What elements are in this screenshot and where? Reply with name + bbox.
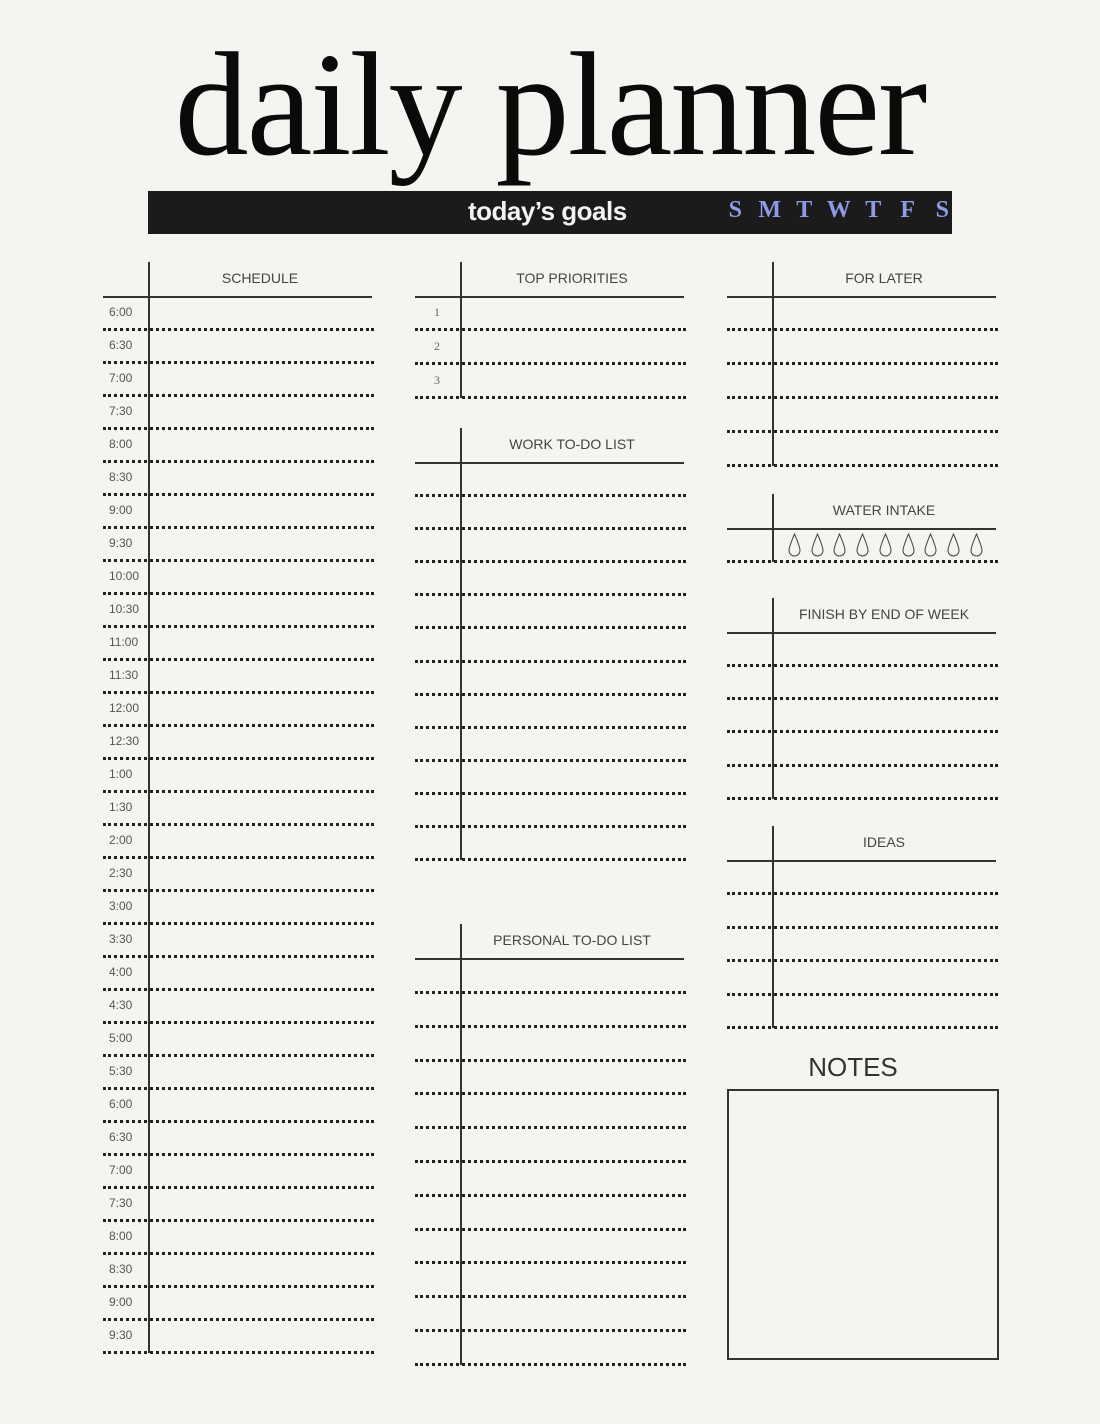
water-drop-icon[interactable]	[902, 533, 915, 553]
entry-line[interactable]	[103, 988, 374, 991]
section-label: FOR LATER	[845, 270, 923, 286]
section-label: WATER INTAKE	[832, 502, 936, 518]
day-thursday[interactable]: T	[865, 197, 882, 223]
entry-line[interactable]	[727, 764, 998, 767]
entry-line[interactable]	[103, 1120, 374, 1123]
time-label: 1:30	[109, 800, 133, 814]
water-drop-icon[interactable]	[833, 533, 846, 553]
entry-line[interactable]	[415, 396, 686, 399]
entry-line[interactable]	[727, 430, 998, 433]
day-friday[interactable]: F	[900, 197, 916, 223]
goals-banner	[148, 191, 952, 234]
time-label: 2:30	[109, 866, 133, 880]
time-label: 11:00	[109, 635, 139, 649]
header-rule	[415, 296, 684, 298]
time-label: 12:30	[109, 734, 140, 748]
entry-line[interactable]	[415, 527, 686, 530]
entry-line[interactable]	[103, 493, 374, 496]
entry-line[interactable]	[727, 328, 998, 331]
todays-goals-label: today’s goals	[468, 196, 627, 226]
entry-line[interactable]	[103, 790, 374, 793]
entry-line[interactable]	[103, 1351, 374, 1354]
entry-line[interactable]	[415, 1363, 686, 1366]
entry-line[interactable]	[103, 955, 374, 958]
priority-number: 2	[434, 339, 440, 353]
day-sunday[interactable]: S	[728, 197, 742, 223]
water-drop-icon[interactable]	[879, 533, 892, 553]
notes-label: NOTES	[808, 1052, 898, 1082]
entry-line[interactable]	[415, 1025, 686, 1028]
time-label: 9:30	[109, 536, 133, 550]
section-label: SCHEDULE	[221, 270, 299, 286]
time-label: 11:30	[109, 668, 139, 682]
entry-line[interactable]	[415, 792, 686, 795]
entry-line[interactable]	[727, 993, 998, 996]
entry-line[interactable]	[103, 592, 374, 595]
section-label: PERSONAL TO-DO LIST	[493, 932, 651, 948]
entry-line[interactable]	[727, 664, 998, 667]
day-tuesday[interactable]: T	[796, 197, 813, 223]
time-label: 8:00	[109, 1229, 133, 1243]
water-drop-icon[interactable]	[924, 533, 937, 553]
entry-line[interactable]	[415, 626, 686, 629]
time-label: 8:30	[109, 1262, 133, 1276]
day-saturday[interactable]: S	[935, 197, 949, 223]
entry-line[interactable]	[415, 1160, 686, 1163]
entry-line[interactable]	[415, 1059, 686, 1062]
entry-line[interactable]	[103, 1285, 374, 1288]
header-rule	[415, 462, 684, 464]
time-label: 5:00	[109, 1031, 133, 1045]
entry-line[interactable]	[727, 464, 998, 467]
time-label: 6:00	[109, 1097, 133, 1111]
entry-line[interactable]	[415, 1261, 686, 1264]
weekday-selector	[718, 197, 960, 224]
header-rule	[415, 958, 684, 960]
column-divider	[460, 428, 462, 860]
entry-line[interactable]	[415, 1295, 686, 1298]
time-label: 9:00	[109, 503, 133, 517]
entry-line[interactable]	[415, 991, 686, 994]
entry-line[interactable]	[415, 858, 686, 861]
time-label: 5:30	[109, 1064, 133, 1078]
entry-line[interactable]	[415, 1126, 686, 1129]
notes-box[interactable]	[727, 1089, 999, 1360]
time-label: 7:00	[109, 371, 133, 385]
entry-line[interactable]	[103, 1021, 374, 1024]
page-title: daily planner	[174, 23, 926, 187]
entry-line[interactable]	[103, 328, 374, 331]
header-rule	[103, 296, 372, 298]
header-rule	[727, 528, 996, 530]
section-label: WORK TO-DO LIST	[509, 436, 635, 452]
entry-line[interactable]	[103, 658, 374, 661]
entry-line[interactable]	[103, 691, 374, 694]
entry-line[interactable]	[103, 460, 374, 463]
entry-line[interactable]	[727, 396, 998, 399]
time-label: 7:30	[109, 404, 133, 418]
time-label: 1:00	[109, 767, 133, 781]
entry-line[interactable]	[103, 922, 374, 925]
priority-number: 1	[434, 305, 440, 319]
entry-line[interactable]	[103, 724, 374, 727]
entry-line[interactable]	[415, 1092, 686, 1095]
water-drop-icon[interactable]	[947, 533, 960, 553]
time-label: 7:30	[109, 1196, 133, 1210]
water-drop-icon[interactable]	[856, 533, 869, 553]
entry-line[interactable]	[415, 726, 686, 729]
water-drop-icon[interactable]	[970, 533, 983, 553]
time-label: 10:00	[109, 569, 140, 583]
entry-line[interactable]	[415, 328, 686, 331]
entry-line[interactable]	[415, 494, 686, 497]
time-label: 9:30	[109, 1328, 133, 1342]
entry-line[interactable]	[727, 697, 998, 700]
entry-line[interactable]	[415, 693, 686, 696]
entry-line[interactable]	[727, 926, 998, 929]
entry-line[interactable]	[415, 362, 686, 365]
time-label: 4:30	[109, 998, 133, 1012]
column-divider	[148, 262, 150, 1353]
entry-line[interactable]	[103, 757, 374, 760]
section-label: FINISH BY END OF WEEK	[798, 606, 970, 622]
entry-line[interactable]	[103, 625, 374, 628]
header-rule	[727, 632, 996, 634]
entry-line[interactable]	[727, 560, 998, 563]
time-label: 9:00	[109, 1295, 133, 1309]
entry-line[interactable]	[727, 892, 998, 895]
header-rule	[727, 860, 996, 862]
entry-line[interactable]	[103, 427, 374, 430]
entry-line[interactable]	[415, 1329, 686, 1332]
entry-line[interactable]	[103, 559, 374, 562]
section-label: TOP PRIORITIES	[516, 270, 628, 286]
entry-line[interactable]	[103, 889, 374, 892]
time-label: 3:00	[109, 899, 133, 913]
entry-line[interactable]	[103, 1054, 374, 1057]
entry-line[interactable]	[415, 1228, 686, 1231]
time-label: 6:00	[109, 305, 133, 319]
time-label: 6:30	[109, 338, 133, 352]
time-label: 6:30	[109, 1130, 133, 1144]
entry-line[interactable]	[103, 1318, 374, 1321]
section-label: IDEAS	[862, 834, 905, 850]
entry-line[interactable]	[415, 593, 686, 596]
entry-line[interactable]	[103, 1252, 374, 1255]
water-drop-icon[interactable]	[811, 533, 824, 553]
time-label: 4:00	[109, 965, 133, 979]
day-wednesday[interactable]: W	[826, 197, 851, 223]
entry-line[interactable]	[103, 394, 374, 397]
entry-line[interactable]	[103, 1186, 374, 1189]
entry-line[interactable]	[727, 797, 998, 800]
day-monday[interactable]: M	[758, 197, 782, 223]
entry-line[interactable]	[103, 1087, 374, 1090]
entry-line[interactable]	[103, 1153, 374, 1156]
header-rule	[727, 296, 996, 298]
entry-line[interactable]	[727, 1026, 998, 1029]
time-label: 12:00	[109, 701, 140, 715]
entry-line[interactable]	[103, 856, 374, 859]
priority-number: 3	[434, 373, 440, 387]
time-label: 8:30	[109, 470, 133, 484]
time-label: 10:30	[109, 602, 140, 616]
entry-line[interactable]	[415, 660, 686, 663]
entry-line[interactable]	[415, 560, 686, 563]
time-label: 7:00	[109, 1163, 133, 1177]
entry-line[interactable]	[415, 825, 686, 828]
entry-line[interactable]	[415, 1194, 686, 1197]
entry-line[interactable]	[103, 526, 374, 529]
entry-line[interactable]	[727, 730, 998, 733]
entry-line[interactable]	[103, 1219, 374, 1222]
entry-line[interactable]	[103, 823, 374, 826]
entry-line[interactable]	[415, 759, 686, 762]
entry-line[interactable]	[727, 362, 998, 365]
water-drop-icon[interactable]	[788, 533, 801, 553]
entry-line[interactable]	[103, 361, 374, 364]
time-label: 2:00	[109, 833, 133, 847]
entry-line[interactable]	[727, 959, 998, 962]
time-label: 8:00	[109, 437, 133, 451]
time-label: 3:30	[109, 932, 133, 946]
